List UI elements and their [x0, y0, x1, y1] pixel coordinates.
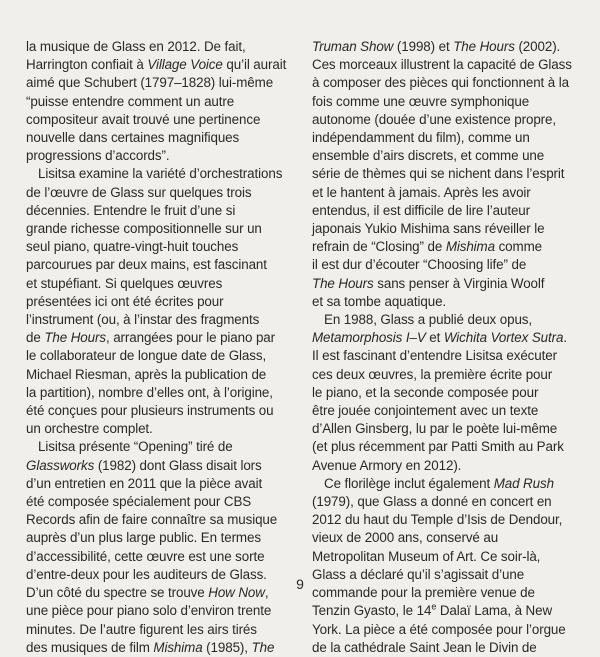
- text-line: été conçues pour plusieurs instruments ou: [26, 403, 274, 419]
- text-line: de The Hours, arrangées pour le piano par: [26, 330, 276, 346]
- text-line: Harrington confiait à Village Voice qu’il aurait: [26, 57, 287, 73]
- text-line: Metropolitan Museum of Art. Ce soir-là,: [312, 548, 541, 564]
- text-line: commande pour la première venue de: [312, 585, 535, 601]
- text-line: un orchestre complet.: [26, 421, 153, 437]
- text-line: Michael Riesman, après la publication de: [26, 366, 267, 382]
- text-line: autonome (douée d’une existence propre,: [312, 111, 556, 127]
- text-line: progressions d’accords”.: [26, 148, 170, 164]
- text-line: Tenzin Gyasto, le 14e Dalaï Lama, à New: [312, 601, 553, 619]
- text-line: une pièce pour piano solo d’environ trente: [26, 603, 272, 619]
- text-line: entendus, il est difficile de lire l’auteur: [312, 202, 531, 218]
- text-line: minutes. De l’autre figurent les airs tirés: [26, 621, 257, 637]
- text-line: il est dur d’écouter “Choosing life” de: [312, 257, 527, 273]
- text-line: fois comme une œuvre symphonique: [312, 93, 530, 109]
- text-line: The Hours sans penser à Virginia Woolf: [312, 275, 545, 291]
- text-line: Truman Show (1998) et The Hours (2002).: [312, 39, 561, 54]
- text-line: indépendamment du film), comme un: [312, 130, 530, 146]
- text-line: ces deux œuvres, la première écrite pour: [312, 366, 553, 382]
- page-number: 9: [296, 576, 304, 592]
- text-line: décennies. Entendre le fruit d’une si: [26, 202, 236, 218]
- text-line: Lisitsa examine la variété d’orchestrations: [38, 166, 283, 182]
- text-line: (1979), que Glass a donné en concert en: [312, 494, 552, 510]
- text-line: Glass a déclaré qu’il s’agissait d’une: [312, 566, 525, 582]
- text-line: des musiques de film Mishima (1985), The: [26, 639, 275, 655]
- text-line: le collaborateur de longue date de Glass,: [26, 348, 267, 364]
- text-line: Ce florilège inclut également Mad Rush: [324, 475, 554, 491]
- text-line: et le hantent à jamais. Après les avoir: [312, 184, 531, 200]
- text-line: York. La pièce a été composée pour l’orgue: [312, 621, 566, 637]
- text-line: Metamorphosis I–V et Wichita Vortex Sutra.: [312, 330, 567, 346]
- text-line: d’Allen Ginsberg, lu par le poète lui-même: [312, 421, 558, 437]
- text-line: grande richesse compositionnelle sur un: [26, 221, 262, 237]
- text-line: l’instrument (ou, à l’instar des fragments: [26, 312, 260, 328]
- text-line: japonais Yukio Mishima sans réveiller le: [312, 221, 545, 237]
- text-line: D’un côté du spectre se trouve How Now,: [26, 585, 269, 601]
- text-line: la musique de Glass en 2012. De fait,: [26, 39, 246, 54]
- text-line: nouvelle dans certaines magnifiques: [26, 130, 240, 146]
- text-line: de l’œuvre de Glass sur quelques trois: [26, 184, 252, 200]
- text-line: ensemble d’airs discrets, et comme une: [312, 148, 545, 164]
- text-line: Records afin de faire connaître sa musique: [26, 512, 278, 528]
- text-line: refrain de “Closing” de Mishima comme: [312, 239, 542, 255]
- right-text-column: [312, 38, 580, 657]
- text-line: Ces morceaux illustrent la capacité de Glass: [312, 57, 572, 73]
- text-line: d’entre-deux pour les auditeurs de Glass.: [26, 566, 267, 582]
- left-text-column: [26, 38, 288, 657]
- text-line: de la cathédrale Saint Jean le Divin de: [312, 639, 537, 655]
- text-line: aimé que Schubert (1797–1828) lui-même: [26, 75, 274, 91]
- text-line: Avenue Armory en 2012).: [312, 457, 462, 473]
- text-line: d’accessibilité, cette œuvre est une sorte: [26, 548, 265, 564]
- text-line: et sa tombe aquatique.: [312, 293, 447, 309]
- text-line: la partition), nombre d’elles ont, à l’origine,: [26, 384, 273, 400]
- text-line: à composer des pièces qui fonctionnent à la: [312, 75, 569, 91]
- text-line: “puisse entendre comment un autre: [26, 93, 235, 109]
- text-line: vieux de 2000 ans, conservé au: [312, 530, 499, 546]
- text-line: le piano, et la seconde composée pour: [312, 384, 539, 400]
- text-line: seul piano, quatre-vingt-huit touches: [26, 239, 239, 255]
- text-line: et stupéfiant. Si quelques œuvres: [26, 275, 223, 291]
- text-line: Il est fascinant d’entendre Lisitsa exécuter: [312, 348, 557, 364]
- text-line: être jouée conjointement avec un texte: [312, 403, 539, 419]
- text-line: présentées ici ont été écrites pour: [26, 293, 224, 309]
- text-line: (et plus récemment par Patti Smith au Park: [312, 439, 564, 455]
- text-line: parcourues par deux mains, est fascinant: [26, 257, 267, 273]
- text-line: série de thèmes qui se nichent dans l’esprit: [312, 166, 565, 182]
- text-line: auprès d’un plus large public. En termes: [26, 530, 261, 546]
- text-line: Lisitsa présente “Opening” tiré de: [38, 439, 233, 455]
- text-line: été composée spécialement pour CBS: [26, 494, 252, 510]
- text-line: 2012 du haut du Temple d’Isis de Dendour,: [312, 512, 563, 528]
- text-line: Glassworks (1982) dont Glass disait lors: [26, 457, 262, 473]
- text-line: compositeur avait trouvé une pertinence: [26, 111, 261, 127]
- text-line: En 1988, Glass a publié deux opus,: [324, 312, 533, 328]
- text-line: d’un entretien en 2011 que la pièce avait: [26, 475, 263, 491]
